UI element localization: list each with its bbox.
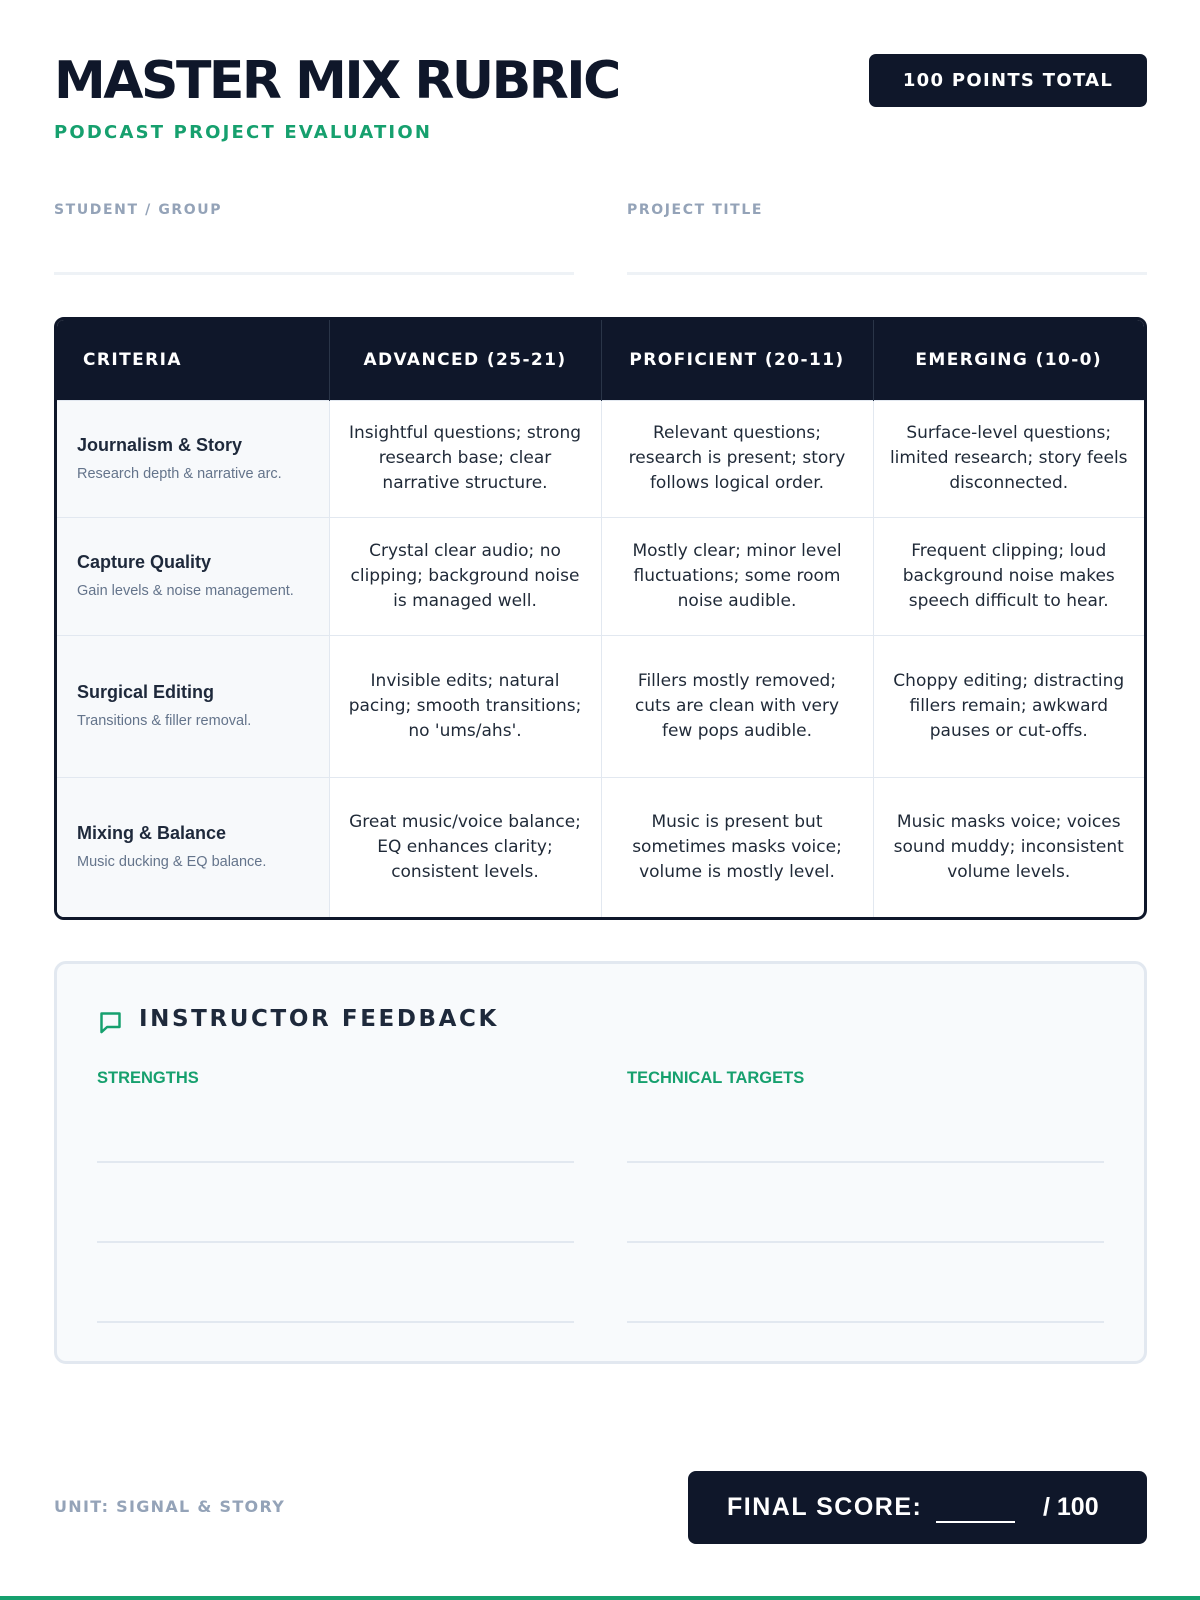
rubric-row-editing — [57, 635, 1144, 777]
page-title: MASTER MIX RUBRIC — [54, 51, 619, 111]
emerging-cell: Choppy editing; distracting fillers remain; awkward pauses or cut-offs. — [873, 635, 1144, 777]
proficient-cell: Fillers mostly removed; cuts are clean with very few pops audible. — [601, 635, 873, 777]
bottom-accent-bar — [0, 1596, 1200, 1600]
final-score-input[interactable] — [936, 1521, 1015, 1523]
emerging-cell: Surface-level questions; limited research; story feels disconnected. — [873, 400, 1144, 517]
proficient-cell: Mostly clear; minor level fluctuations; some room noise audible. — [601, 517, 873, 635]
proficient-cell: Relevant questions; research is present; story follows logical order. — [601, 400, 873, 517]
criteria-cell — [57, 635, 329, 777]
emerging-cell: Frequent clipping; loud background noise makes speech difficult to hear. — [873, 517, 1144, 635]
advanced-cell: Great music/voice balance; EQ enhances clarity; consistent levels. — [329, 777, 601, 917]
advanced-cell: Invisible edits; natural pacing; smooth transitions; no 'ums/ahs'. — [329, 635, 601, 777]
criteria-name: Surgical Editing — [77, 682, 215, 702]
proficient-column-header: PROFICIENT (20-11) — [601, 320, 873, 400]
student-group-label: STUDENT / GROUP — [54, 202, 223, 218]
unit-label: UNIT: SIGNAL & STORY — [54, 1497, 286, 1516]
advanced-cell: Crystal clear audio; no clipping; background noise is managed well. — [329, 517, 601, 635]
rubric-table — [54, 317, 1147, 920]
chat-bubble-icon — [97, 1009, 124, 1036]
points-total-badge: 100 POINTS TOTAL — [869, 54, 1147, 107]
project-title-label: PROJECT TITLE — [627, 202, 764, 218]
criteria-name: Capture Quality — [77, 552, 212, 572]
technical-targets-line[interactable] — [627, 1241, 1104, 1243]
strengths-line[interactable] — [97, 1241, 574, 1243]
emerging-column-header: EMERGING (10-0) — [873, 320, 1144, 400]
strengths-label: STRENGTHS — [97, 1069, 199, 1087]
rubric-header-row — [57, 320, 1144, 400]
rubric-row-journalism — [57, 400, 1144, 517]
advanced-column-header: ADVANCED (25-21) — [329, 320, 601, 400]
criteria-cell — [57, 777, 329, 917]
strengths-line[interactable] — [97, 1161, 574, 1163]
technical-targets-label: TECHNICAL TARGETS — [627, 1069, 805, 1087]
proficient-cell: Music is present but sometimes masks voice; volume is mostly level. — [601, 777, 873, 917]
final-score-box — [688, 1471, 1147, 1544]
criteria-description: Music ducking & EQ balance. — [77, 854, 267, 871]
criteria-description: Research depth & narrative arc. — [77, 465, 282, 482]
student-group-field[interactable] — [54, 272, 574, 275]
technical-targets-line[interactable] — [627, 1161, 1104, 1163]
feedback-title: INSTRUCTOR FEEDBACK — [139, 1006, 499, 1032]
project-title-field[interactable] — [627, 272, 1147, 275]
score-out-of: / 100 — [1043, 1493, 1099, 1521]
criteria-cell — [57, 400, 329, 517]
final-score-label: FINAL SCORE: — [727, 1493, 923, 1521]
technical-targets-line[interactable] — [627, 1321, 1104, 1323]
criteria-description: Transitions & filler removal. — [77, 713, 252, 729]
criteria-column-header: CRITERIA — [57, 320, 329, 400]
rubric-row-mixing — [57, 777, 1144, 917]
page-subtitle: PODCAST PROJECT EVALUATION — [54, 122, 433, 143]
strengths-line[interactable] — [97, 1321, 574, 1323]
criteria-name: Mixing & Balance — [77, 823, 227, 844]
criteria-description: Gain levels & noise management. — [77, 583, 294, 599]
criteria-name: Journalism & Story — [77, 434, 243, 455]
emerging-cell: Music masks voice; voices sound muddy; inconsistent volume levels. — [873, 777, 1144, 917]
advanced-cell: Insightful questions; strong research base; clear narrative structure. — [329, 400, 601, 517]
instructor-feedback-panel — [54, 961, 1147, 1364]
rubric-row-capture — [57, 517, 1144, 635]
criteria-cell — [57, 517, 329, 635]
